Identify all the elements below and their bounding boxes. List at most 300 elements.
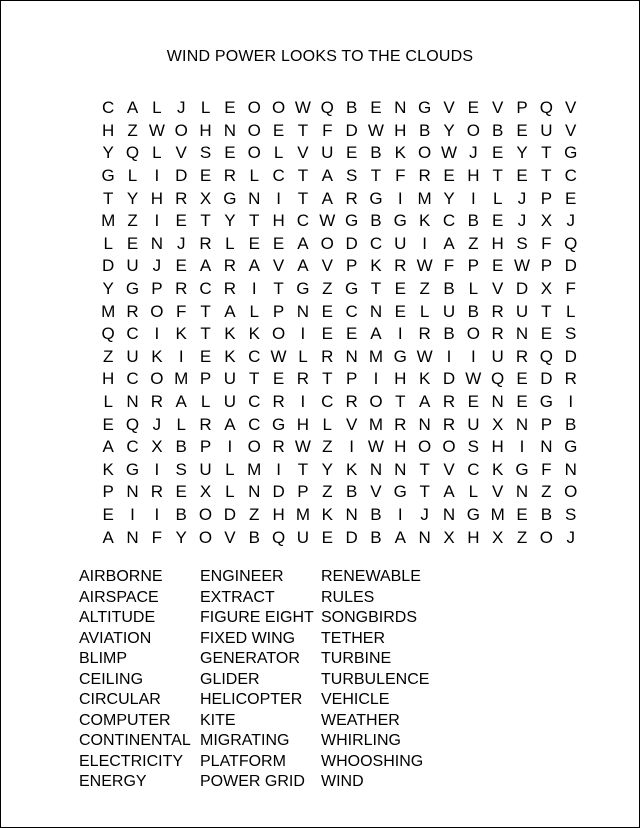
grid-letter: D [223,504,237,524]
grid-letter: S [467,437,479,457]
grid-letter: R [394,414,407,434]
grid-letter: C [126,324,139,344]
grid-letter: M [101,211,116,231]
grid-letter: J [152,256,162,276]
grid-letter: Y [224,211,236,231]
grid-letter: E [394,279,406,299]
grid-letter: J [566,211,575,231]
grid-letter: L [298,346,308,366]
grid-letter: T [541,143,552,163]
grid-letter: I [470,346,476,366]
grid-letter: E [394,301,406,321]
word-item: GENERATOR [200,650,300,667]
grid-letter: O [247,98,261,118]
grid-row [96,233,583,256]
grid-letter: Z [322,482,333,502]
grid-letter: U [126,346,139,366]
grid-letter: C [248,346,261,366]
grid-letter: Z [419,279,430,299]
grid-row [96,165,583,188]
grid-letter: T [541,166,552,186]
word-item: KITE [200,711,236,729]
grid-letter: M [101,301,116,321]
grid-letter: V [492,482,504,502]
grid-letter: E [492,143,504,163]
grid-letter: P [516,98,528,118]
grid-letter: V [565,98,577,118]
grid-letter: V [565,120,577,140]
grid-letter: E [321,527,333,547]
grid-letter: X [492,414,504,434]
grid-letter: P [467,256,479,276]
grid-letter: T [102,188,114,208]
grid-letter: G [515,459,529,479]
grid-letter: C [199,279,212,299]
word-item: WEATHER [321,711,400,729]
grid-letter: F [322,120,333,140]
grid-letter: K [492,459,504,479]
grid-letter: R [442,414,456,434]
grid-letter: G [101,166,115,186]
grid-letter: G [393,346,407,366]
grid-letter: R [223,279,237,299]
grid-letter: G [393,482,407,502]
grid-letter: C [126,369,139,389]
grid-letter: F [541,233,552,253]
grid-row [96,436,583,459]
grid-letter: E [248,233,260,253]
word-list [79,567,442,793]
grid-letter: T [297,459,309,479]
grid-letter: W [367,120,384,140]
grid-row [96,278,583,301]
grid-letter: E [345,324,358,344]
grid-letter: H [296,414,310,434]
grid-letter: N [491,392,504,412]
word-column [200,567,321,793]
grid-letter: T [419,459,430,479]
grid-letter: U [223,392,237,412]
grid-letter: I [470,188,476,208]
grid-letter: F [151,527,163,547]
grid-letter: N [540,437,553,457]
grid-letter: D [540,369,553,389]
grid-letter: Z [516,527,528,547]
grid-letter: L [152,143,162,163]
grid-letter: Z [127,120,138,140]
grid-letter: R [296,369,310,389]
grid-letter: T [249,369,260,389]
grid-letter: K [224,324,236,344]
grid-letter: V [345,414,358,434]
grid-letter: E [516,369,528,389]
grid-letter: E [272,233,285,253]
grid-letter: K [102,459,114,479]
grid-letter: V [370,482,382,502]
grid-letter: T [297,188,309,208]
grid-row [96,391,583,414]
grid-letter: R [175,188,188,208]
grid-letter: N [442,504,456,524]
grid-letter: E [321,324,333,344]
grid-letter: W [367,437,384,457]
grid-letter: A [102,527,114,547]
grid-letter: U [540,120,553,140]
grid-letter: P [297,482,309,502]
grid-letter: I [397,188,403,208]
grid-letter: B [443,279,455,299]
grid-letter: Y [321,459,333,479]
grid-letter: N [369,301,383,321]
grid-letter: K [394,143,406,163]
grid-letter: P [199,369,212,389]
grid-letter: D [175,166,188,186]
grid-letter: G [418,98,432,118]
grid-letter: E [321,301,333,321]
grid-letter: R [418,166,431,186]
word-item: TURBINE [321,650,392,667]
grid-letter: K [151,346,163,366]
grid-letter: A [321,166,333,186]
grid-letter: F [541,459,552,479]
grid-letter: K [345,459,358,479]
grid-letter: A [418,392,431,412]
word-item: SONGBIRDS [321,609,418,626]
grid-letter: F [565,279,576,299]
grid-letter: V [492,98,504,118]
grid-letter: M [247,459,262,479]
grid-letter: R [418,324,431,344]
grid-letter: I [154,504,160,524]
grid-letter: L [468,482,479,502]
grid-letter: I [154,459,160,479]
word-item: VEHICLE [321,691,390,708]
grid-letter: Q [320,98,334,118]
grid-letter: D [515,279,529,299]
grid-letter: A [175,392,187,412]
grid-letter: V [492,279,504,299]
grid-letter: R [345,392,358,412]
grid-letter: R [321,346,334,366]
grid-letter: I [300,392,306,412]
grid-row [96,120,583,143]
grid-letter: U [491,346,504,366]
grid-letter: L [419,301,430,321]
grid-letter: E [224,143,236,163]
grid-letter: J [176,98,186,118]
grid-letter: T [419,482,430,502]
grid-letter: I [397,324,403,344]
grid-letter: P [345,256,358,276]
grid-letter: U [199,459,212,479]
grid-letter: G [564,143,578,163]
grid-letter: Y [102,143,114,163]
grid-row [96,210,583,233]
grid-row [96,97,583,120]
grid-letter: D [102,256,115,276]
word-item: ENERGY [79,773,147,790]
grid-letter: C [248,414,261,434]
grid-letter: Q [539,346,553,366]
grid-letter: I [568,392,574,412]
grid-letter: C [369,233,383,253]
grid-letter: K [175,324,187,344]
word-column [321,567,442,793]
grid-letter: L [565,301,576,321]
grid-letter: H [102,120,115,140]
grid-letter: I [397,504,403,524]
grid-letter: E [102,414,114,434]
grid-letter: I [251,279,257,299]
grid-letter: E [199,346,212,366]
grid-letter: N [248,482,261,502]
grid-letter: T [492,166,503,186]
grid-letter: S [565,504,577,524]
grid-letter: H [467,166,480,186]
grid-letter: R [223,256,237,276]
grid-letter: B [345,482,358,502]
grid-letter: P [102,482,114,502]
grid-letter: L [103,392,113,412]
grid-letter: E [126,233,139,253]
grid-letter: Y [516,143,528,163]
grid-row [96,323,583,346]
grid-letter: E [272,369,285,389]
grid-letter: S [516,233,528,253]
grid-letter: N [126,482,139,502]
grid-letter: K [418,369,431,389]
word-item: CONTINENTAL [79,732,191,749]
grid-letter: G [296,279,310,299]
grid-letter: H [272,504,285,524]
grid-letter: Y [443,120,455,140]
word-item: HELICOPTER [200,691,303,708]
grid-letter: V [224,527,236,547]
grid-letter: V [272,256,285,276]
grid-letter: U [515,301,529,321]
grid-letter: I [300,324,306,344]
grid-letter: H [102,369,115,389]
grid-letter: J [176,233,186,253]
grid-row [96,526,583,549]
grid-letter: M [368,414,384,434]
grid-letter: Y [175,527,187,547]
grid-letter: M [417,188,432,208]
grid-letter: T [200,324,211,344]
grid-letter: U [321,143,334,163]
grid-letter: X [540,279,553,299]
grid-letter: P [540,256,553,276]
grid-letter: G [369,188,383,208]
grid-letter: N [418,527,431,547]
grid-letter: T [297,166,309,186]
grid-letter: B [370,143,382,163]
grid-letter: I [422,233,427,253]
grid-letter: O [198,527,213,547]
grid-letter: N [345,504,358,524]
grid-letter: L [176,414,186,434]
grid-letter: X [443,527,455,547]
grid-letter: A [224,414,236,434]
grid-letter: K [248,324,260,344]
grid-letter: B [467,301,479,321]
grid-row [96,504,583,527]
grid-letter: O [442,437,456,457]
grid-letter: N [126,527,139,547]
grid-letter: X [199,188,212,208]
grid-letter: H [394,369,407,389]
grid-row [96,368,583,391]
grid-letter: K [224,346,236,366]
grid-letter: L [225,459,235,479]
grid-letter: R [223,166,237,186]
grid-letter: Y [102,279,114,299]
grid-letter: G [344,279,359,299]
grid-letter: I [276,459,281,479]
grid-letter: S [565,324,577,344]
grid-letter: J [566,527,575,547]
grid-letter: T [273,279,284,299]
grid-letter: A [199,256,212,276]
grid-letter: N [515,324,529,344]
grid-letter: R [345,188,358,208]
grid-letter: E [516,504,528,524]
grid-letter: G [539,392,553,412]
grid-letter: I [276,188,281,208]
grid-letter: E [345,143,358,163]
grid-letter: O [150,301,164,321]
grid-letter: P [540,414,553,434]
grid-letter: O [271,98,286,118]
grid-letter: E [516,166,528,186]
grid-letter: A [370,324,382,344]
grid-letter: G [125,279,140,299]
grid-letter: I [154,166,160,186]
grid-letter: W [416,346,433,366]
grid-letter: B [345,98,358,118]
grid-letter: E [540,324,553,344]
grid-letter: Z [102,346,114,366]
word-item: FIXED WING [200,629,296,647]
grid-letter: N [394,98,407,118]
grid-letter: C [345,301,358,321]
word-item: WHOOSHING [321,752,424,770]
word-item: CIRCULAR [79,691,161,708]
grid-letter: E [102,504,114,524]
grid-letter: P [151,279,163,299]
grid-letter: L [225,233,235,253]
grid-letter: A [102,437,114,457]
grid-letter: P [199,437,212,457]
grid-letter: R [150,482,163,502]
grid-letter: N [515,414,529,434]
grid-letter: Z [127,211,138,231]
grid-letter: E [224,98,236,118]
grid-letter: T [200,211,211,231]
word-item: AIRBORNE [79,568,163,585]
grid-letter: S [175,459,187,479]
grid-letter: M [295,504,310,524]
grid-letter: C [442,211,456,231]
grid-letter: N [515,482,529,502]
grid-letter: R [199,233,212,253]
grid-letter: E [175,482,187,502]
grid-letter: E [565,188,577,208]
grid-letter: N [248,188,261,208]
grid-letter: E [467,98,479,118]
grid-row [96,300,583,323]
grid-letter: B [175,437,187,457]
word-column [79,567,200,793]
grid-letter: R [491,324,504,344]
grid-letter: A [321,188,333,208]
grid-letter: U [467,414,480,434]
grid-row [96,255,583,278]
puzzle-title: WIND POWER LOOKS TO THE CLOUDS [166,48,474,65]
word-item: CEILING [79,670,144,688]
grid-letter: E [199,166,212,186]
grid-letter: E [272,120,285,140]
grid-letter: B [418,120,431,140]
grid-letter: L [225,482,235,502]
grid-letter: C [321,392,334,412]
grid-letter: V [175,143,187,163]
grid-letter: L [127,166,138,186]
grid-letter: V [321,256,333,276]
word-item: TETHER [321,629,385,647]
word-item: AVIATION [79,629,152,647]
grid-letter: S [199,143,212,163]
word-item: MIGRATING [200,732,290,749]
grid-letter: R [394,256,407,276]
grid-letter: Z [541,482,552,502]
word-item: EXTRACT [200,588,275,606]
grid-letter: B [370,504,382,524]
word-item: AIRSPACE [79,588,159,606]
grid-letter: D [442,369,456,389]
grid-letter: R [491,301,504,321]
grid-letter: N [345,346,358,366]
grid-letter: H [199,120,212,140]
grid-letter: N [150,233,163,253]
grid-letter: Q [539,98,553,118]
grid-letter: T [370,166,382,186]
grid-letter: W [416,256,433,276]
grid-letter: R [126,301,139,321]
grid-letter: G [344,211,359,231]
grid-letter: G [564,437,578,457]
grid-letter: W [319,211,336,231]
grid-letter: O [539,527,553,547]
grid-letter: A [297,256,309,276]
grid-letter: C [272,166,285,186]
grid-letter: E [467,392,479,412]
grid-letter: G [125,459,140,479]
grid-letter: L [249,166,259,186]
grid-letter: L [492,188,503,208]
grid-letter: Q [125,143,140,163]
word-item: POWER GRID [200,773,305,790]
grid-letter: G [393,211,407,231]
grid-letter: I [154,324,160,344]
grid-letter: U [394,233,407,253]
grid-letter: E [175,256,187,276]
grid-letter: E [175,211,187,231]
grid-letter: H [491,437,504,457]
grid-letter: I [519,437,525,457]
grid-letter: E [492,256,504,276]
grid-letter: J [517,188,527,208]
